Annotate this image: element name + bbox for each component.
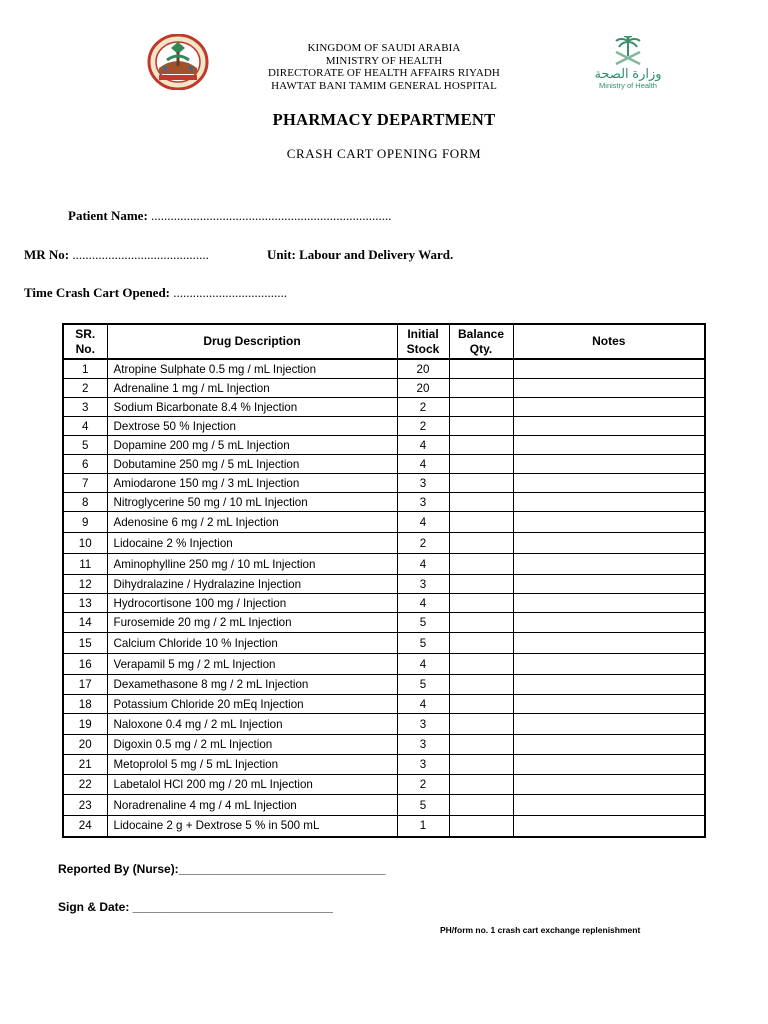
balance-qty-cell[interactable] [449,359,513,379]
initial-stock-cell: 4 [397,512,449,533]
balance-qty-cell[interactable] [449,436,513,455]
moh-english-text: Ministry of Health [599,81,657,90]
drug-description-cell: Metoprolol 5 mg / 5 mL Injection [107,755,397,775]
time-opened-label: Time Crash Cart Opened: [24,285,171,300]
notes-cell[interactable] [513,755,705,775]
table-row [63,554,705,575]
sr-cell: 24 [63,816,107,837]
notes-cell[interactable] [513,512,705,533]
notes-cell[interactable] [513,735,705,755]
drug-description-cell: Labetalol HCl 200 mg / 20 mL Injection [107,775,397,795]
drug-description-cell: Hydrocortisone 100 mg / Injection [107,594,397,613]
balance-qty-cell[interactable] [449,512,513,533]
initial-stock-cell: 3 [397,735,449,755]
balance-qty-cell[interactable] [449,695,513,714]
balance-qty-cell[interactable] [449,654,513,675]
table-row [63,533,705,554]
drug-description-cell: Dihydralazine / Hydralazine Injection [107,575,397,594]
sr-cell: 10 [63,533,107,554]
table-row [63,594,705,613]
sr-cell: 12 [63,575,107,594]
notes-cell[interactable] [513,795,705,816]
table-row [63,654,705,675]
initial-stock-cell: 3 [397,714,449,735]
drug-table [62,323,706,838]
sr-cell: 5 [63,436,107,455]
header-line-directorate: DIRECTORATE OF HEALTH AFFAIRS RIYADH [268,67,500,80]
notes-cell[interactable] [513,379,705,398]
sr-cell: 4 [63,417,107,436]
notes-cell[interactable] [513,398,705,417]
drug-description-cell: Sodium Bicarbonate 8.4 % Injection [107,398,397,417]
initial-stock-cell: 2 [397,533,449,554]
initial-stock-cell: 3 [397,493,449,512]
initial-stock-cell: 4 [397,695,449,714]
sr-cell: 19 [63,714,107,735]
drug-description-cell: Atropine Sulphate 0.5 mg / mL Injection [107,359,397,379]
balance-qty-cell[interactable] [449,675,513,695]
notes-cell[interactable] [513,816,705,837]
initial-stock-cell: 4 [397,554,449,575]
table-header-row [63,324,705,359]
sr-cell: 16 [63,654,107,675]
drug-description-cell: Lidocaine 2 g + Dextrose 5 % in 500 mL [107,816,397,837]
notes-cell[interactable] [513,633,705,654]
balance-qty-cell[interactable] [449,775,513,795]
initial-stock-cell: 4 [397,594,449,613]
notes-cell[interactable] [513,474,705,493]
notes-cell[interactable] [513,675,705,695]
initial-stock-cell: 2 [397,417,449,436]
notes-cell[interactable] [513,594,705,613]
mr-number-blank: .......................................... [69,247,209,262]
sr-cell: 20 [63,735,107,755]
table-row [63,735,705,755]
header-line-ministry: MINISTRY OF HEALTH [325,54,443,67]
table-row [63,675,705,695]
balance-qty-cell[interactable] [449,613,513,633]
time-opened-field[interactable] [24,285,287,301]
initial-stock-cell: 4 [397,455,449,474]
sr-cell: 18 [63,695,107,714]
col-header-sr: SR. No. [63,324,107,359]
balance-qty-cell[interactable] [449,493,513,512]
table-row [63,775,705,795]
drug-description-cell: Aminophylline 250 mg / 10 mL Injection [107,554,397,575]
sr-cell: 23 [63,795,107,816]
patient-name-blank: .......................................................................... [147,208,392,223]
table-row [63,512,705,533]
unit-label: Unit: Labour and Delivery Ward. [267,247,454,262]
patient-name-label: Patient Name: [68,208,148,223]
drug-description-cell: Lidocaine 2 % Injection [107,533,397,554]
balance-qty-cell[interactable] [449,575,513,594]
table-row [63,379,705,398]
form-title: CRASH CART OPENING FORM [286,146,482,161]
drug-description-cell: Potassium Chloride 20 mEq Injection [107,695,397,714]
notes-cell[interactable] [513,436,705,455]
balance-qty-cell[interactable] [449,398,513,417]
table-row [63,695,705,714]
initial-stock-cell: 4 [397,654,449,675]
table-row [63,359,705,379]
initial-stock-cell: 5 [397,613,449,633]
table-row [63,613,705,633]
table-row [63,474,705,493]
header-line-hospital: HAWTAT BANI TAMIM GENERAL HOSPITAL [271,79,497,92]
table-row [63,816,705,837]
reported-by-field[interactable]: Reported By (Nurse):_______________________________ [58,862,386,876]
sr-cell: 8 [63,493,107,512]
drug-description-cell: Digoxin 0.5 mg / 2 mL Injection [107,735,397,755]
notes-cell[interactable] [513,493,705,512]
sr-cell: 14 [63,613,107,633]
drug-description-cell: Dextrose 50 % Injection [107,417,397,436]
initial-stock-cell: 5 [397,675,449,695]
initial-stock-cell: 5 [397,633,449,654]
initial-stock-cell: 1 [397,816,449,837]
table-row [63,755,705,775]
sr-cell: 7 [63,474,107,493]
drug-description-cell: Amiodarone 150 mg / 3 mL Injection [107,474,397,493]
sr-cell: 3 [63,398,107,417]
initial-stock-cell: 3 [397,575,449,594]
balance-qty-cell[interactable] [449,474,513,493]
notes-cell[interactable] [513,417,705,436]
patient-name-field[interactable] [68,208,392,224]
col-header-stock: Initial Stock [397,324,449,359]
drug-description-cell: Dopamine 200 mg / 5 mL Injection [107,436,397,455]
initial-stock-cell: 20 [397,379,449,398]
balance-qty-cell[interactable] [449,735,513,755]
table-row [63,714,705,735]
notes-cell[interactable] [513,575,705,594]
notes-cell[interactable] [513,613,705,633]
drug-description-cell: Verapamil 5 mg / 2 mL Injection [107,654,397,675]
table-row [63,436,705,455]
table-row [63,455,705,474]
table-row [63,417,705,436]
mr-number-field[interactable] [24,247,209,263]
notes-cell[interactable] [513,359,705,379]
mr-number-label: MR No: [24,247,70,262]
balance-qty-cell[interactable] [449,533,513,554]
balance-qty-cell[interactable] [449,795,513,816]
notes-cell[interactable] [513,533,705,554]
table-row [63,795,705,816]
header-line-kingdom: KINGDOM OF SAUDI ARABIA [307,42,461,54]
department-title: PHARMACY DEPARTMENT [272,110,496,129]
drug-description-cell: Naloxone 0.4 mg / 2 mL Injection [107,714,397,735]
header-address-block [0,42,768,92]
initial-stock-cell: 3 [397,474,449,493]
initial-stock-cell: 4 [397,436,449,455]
notes-cell[interactable] [513,695,705,714]
drug-description-cell: Nitroglycerine 50 mg / 10 mL Injection [107,493,397,512]
drug-description-cell: Dexamethasone 8 mg / 2 mL Injection [107,675,397,695]
drug-description-cell: Adrenaline 1 mg / mL Injection [107,379,397,398]
balance-qty-cell[interactable] [449,633,513,654]
drug-description-cell: Adenosine 6 mg / 2 mL Injection [107,512,397,533]
balance-qty-cell[interactable] [449,417,513,436]
notes-cell[interactable] [513,654,705,675]
sr-cell: 15 [63,633,107,654]
drug-description-cell: Calcium Chloride 10 % Injection [107,633,397,654]
table-row [63,398,705,417]
notes-cell[interactable] [513,775,705,795]
sr-cell: 11 [63,554,107,575]
balance-qty-cell[interactable] [449,755,513,775]
form-reference: PH/form no. 1 crash cart exchange replenishment [440,925,641,935]
time-opened-blank: ................................... [170,285,288,300]
sr-cell: 13 [63,594,107,613]
sign-date-field[interactable]: Sign & Date: ______________________________ [58,900,333,914]
sr-cell: 21 [63,755,107,775]
table-row [63,633,705,654]
balance-qty-cell[interactable] [449,816,513,837]
col-header-balance: Balance Qty. [449,324,513,359]
drug-description-cell: Dobutamine 250 mg / 5 mL Injection [107,455,397,474]
sr-cell: 6 [63,455,107,474]
initial-stock-cell: 2 [397,775,449,795]
drug-description-cell: Noradrenaline 4 mg / 4 mL Injection [107,795,397,816]
drug-description-cell: Furosemide 20 mg / 2 mL Injection [107,613,397,633]
col-header-notes: Notes [513,324,705,359]
sr-cell: 9 [63,512,107,533]
table-row [63,575,705,594]
notes-cell[interactable] [513,714,705,735]
sr-cell: 17 [63,675,107,695]
initial-stock-cell: 2 [397,398,449,417]
balance-qty-cell[interactable] [449,379,513,398]
balance-qty-cell[interactable] [449,554,513,575]
balance-qty-cell[interactable] [449,594,513,613]
sr-cell: 2 [63,379,107,398]
initial-stock-cell: 3 [397,755,449,775]
table-row [63,493,705,512]
initial-stock-cell: 5 [397,795,449,816]
notes-cell[interactable] [513,554,705,575]
col-header-drug: Drug Description [107,324,397,359]
sr-cell: 22 [63,775,107,795]
balance-qty-cell[interactable] [449,714,513,735]
balance-qty-cell[interactable] [449,455,513,474]
moh-arabic-text: وزارة الصحة [594,66,662,81]
initial-stock-cell: 20 [397,359,449,379]
sr-cell: 1 [63,359,107,379]
notes-cell[interactable] [513,455,705,474]
